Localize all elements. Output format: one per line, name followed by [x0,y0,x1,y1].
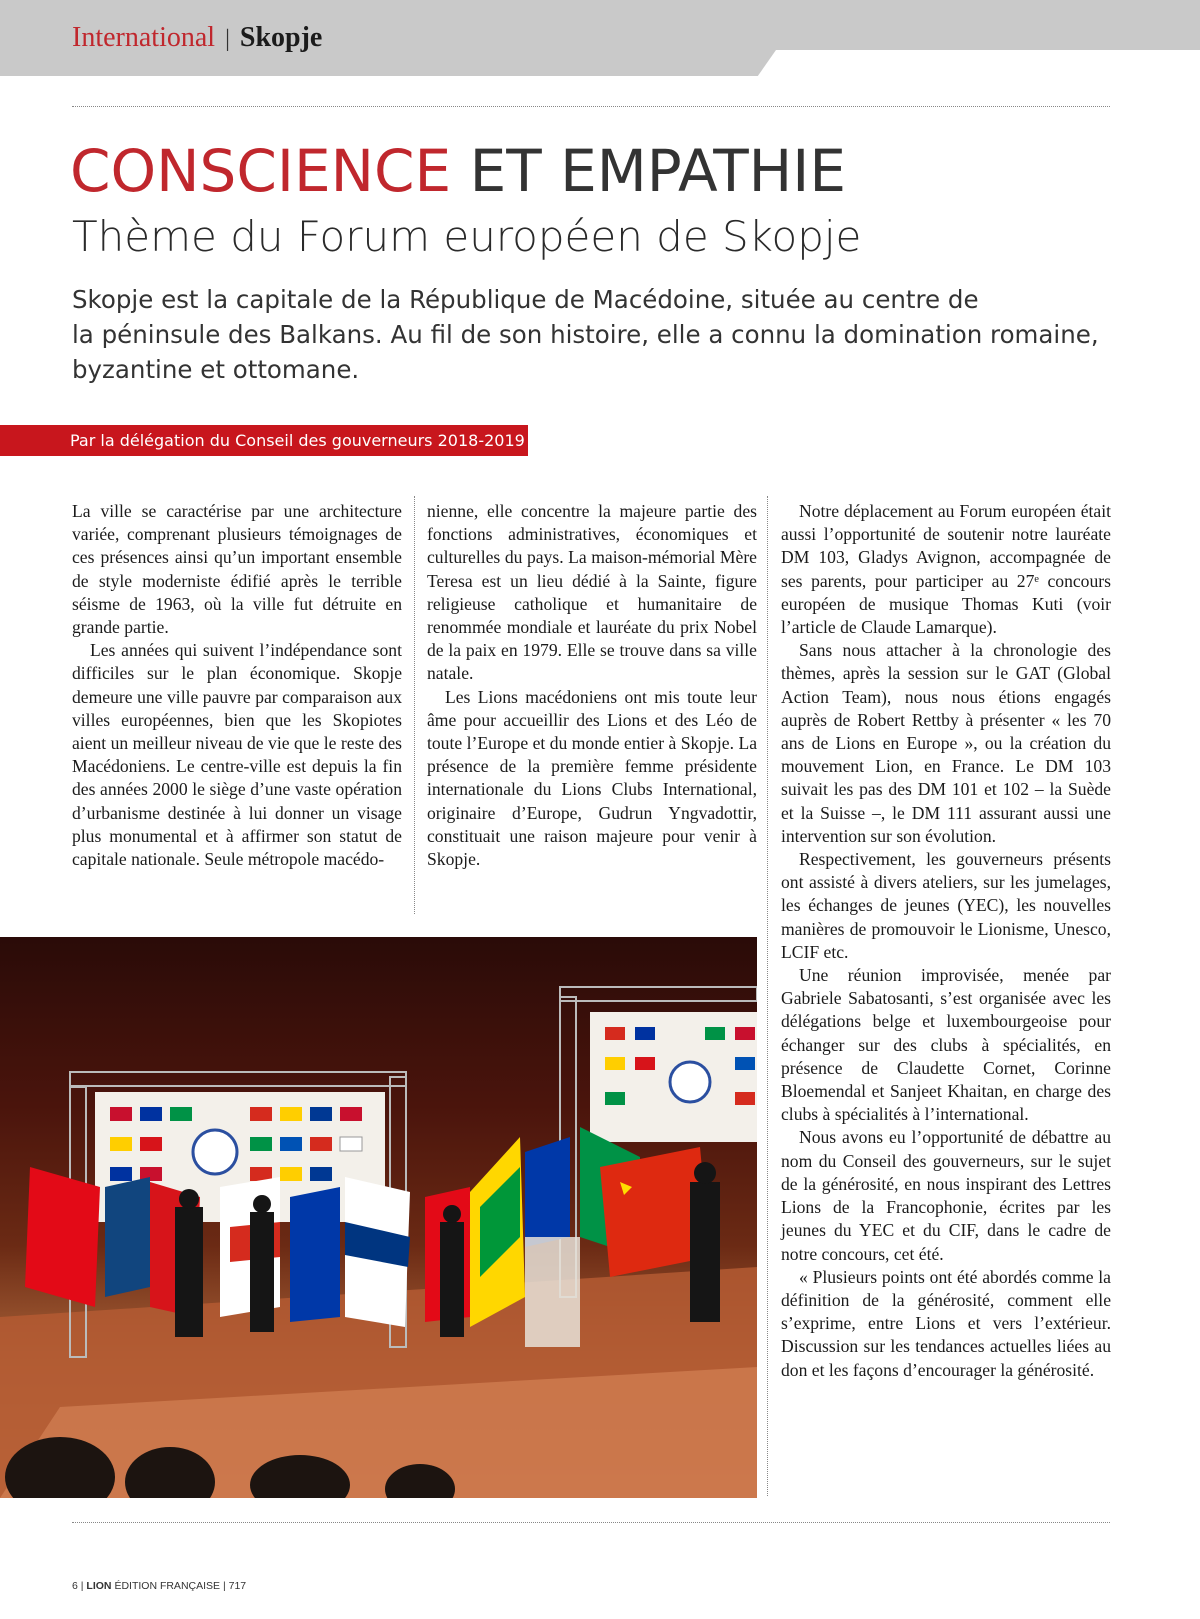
column-2 [427,500,757,871]
footer-divider [72,1522,1110,1523]
top-banner-cut [755,50,1200,80]
footer-separator: | [80,1580,84,1592]
title-red-part: CONSCIENCE [70,137,452,205]
paragraph: Les années qui suivent l’indépendance sont difficiles sur le plan économique. Skopje demeure une ville pauvre par comparaison aux villes européennes, bien que les Skopiotes aient un meilleur niveau de vie que le reste des Macédoniens. Le centre-ville est depuis la fin des années 2000 le siège d’une vaste opération d’urbanisme destinée à lui donner un visage plus monumental et à affirmer son statut de capitale nationale. Seule métropole macédo- [72,640,402,870]
title-dark-part: ET EMPATHIE [469,137,847,205]
magazine-name: LION [86,1580,112,1592]
paragraph: Respectivement, les gouverneurs présents ont assisté à divers ateliers, sur les jumelages, les échanges de jeunes (YEC), les nouvelles manières de promouvoir le Lionisme, Unesco, LCIF etc. [781,849,1111,962]
column-divider [767,496,768,1496]
lectern [525,1237,580,1347]
intro-line: la péninsule des Balkans. Au fil de son histoire, elle a connu la domination romaine, [72,320,1099,349]
paragraph: Les Lions macédoniens ont mis toute leur âme pour accueillir des Lions et des Léo de toute l’Europe et du monde entier à Skopje. La présence de la première femme présidente internationale du Lions Clubs International, originaire d’Europe, Gudrun Yngvadottir, constituait une raison majeure pour venir à Skopje. [427,686,757,870]
column-divider [414,496,415,914]
byline-text: Par la délégation du Conseil des gouverneurs 2018-2019 [70,431,525,450]
section-separator: | [225,26,230,52]
paragraph: Nous avons eu l’opportunité de débattre au nom du Conseil des gouverneurs, sur le sujet de la générosité, en nous inspirant des Lettres Lions de la Francophonie, écrites par les jeunes du YEC et du CIF, dans le cadre de notre concours, cet été. [781,1127,1111,1264]
paragraph: Une réunion improvisée, menée par Gabriele Sabatosanti, s’est organisée avec les délégations belge et luxembourgeoise pour échanger sur des clubs à spécialités, en présence de Claudette Cornet, Corinne Bloemendal et Sanjeet Khaitan, en charge des clubs à spécialités à l’international. [781,965,1111,1125]
intro-line: byzantine et ottomane. [72,355,360,384]
header-divider [72,106,1110,107]
edition-label: ÉDITION FRANÇAISE [114,1580,221,1592]
paragraph: « Plusieurs points ont été abordés comme la définition de la générosité, comment elle s’exprime, entre Lions et vers l’extérieur. Discussion sur les tendances actuelles liées au don et les façons d’encourager la générosité. [781,1266,1111,1380]
issue-number: 717 [228,1580,247,1592]
paragraph: Sans nous attacher à la chronologie des thèmes, après la session sur le GAT (Global Action Team), nous nous étions engagés auprès de Robert Rettby à présenter « les 70 ans de Lions en Europe », ou la création du mouvement Lion, en France. Le DM 103 suivait les pas des DM 101 et 102 – la Suède et la Suisse –, le DM 111 assurant aussi une intervention sur son évolution. [781,640,1111,846]
paragraph: Notre déplacement au Forum européen était aussi l’opportunité de soutenir notre lauréate DM 103, Gladys Avignon, accompagnée de ses parents, pour participer au 27ᵉ concours européen de musique Thomas Kuti (voir l’article de Claude Lamarque). [781,501,1111,638]
footer-separator: | [222,1580,226,1592]
section-header [72,22,322,54]
section-city: Skopje [239,22,323,53]
paragraph: nienne, elle concentre la majeure partie des fonctions administratives, économiques et culturelles du pays. La maison-mémorial Mère Teresa est un lieu dédié à la Sainte, figure religieuse catholique et humanitaire de renommée mondiale et lauréate du prix Nobel de la paix en 1979. Elle se trouve dans sa ville natale. [427,501,757,684]
column-1 [72,500,402,871]
article-title [70,137,847,205]
paragraph: La ville se caractérise par une architecture variée, comprenant plusieurs témoignages de ces présences ainsi qu’un important ensemble de style moderniste édifié après le terrible séisme de 1963, où la ville fut détruite en grande partie. [72,501,402,638]
article-subtitle: Thème du Forum européen de Skopje [72,212,862,261]
page-number: 6 [72,1580,78,1592]
column-3 [781,500,1111,1382]
page-footer [72,1580,246,1592]
stage-with-flags-photo [0,937,757,1498]
photo-illustration [0,937,757,1498]
section-label: International [72,22,216,53]
intro-line: Skopje est la capitale de la République de Macédoine, située au centre de [72,285,979,314]
article-intro [72,282,1132,387]
byline-bar [0,425,528,456]
